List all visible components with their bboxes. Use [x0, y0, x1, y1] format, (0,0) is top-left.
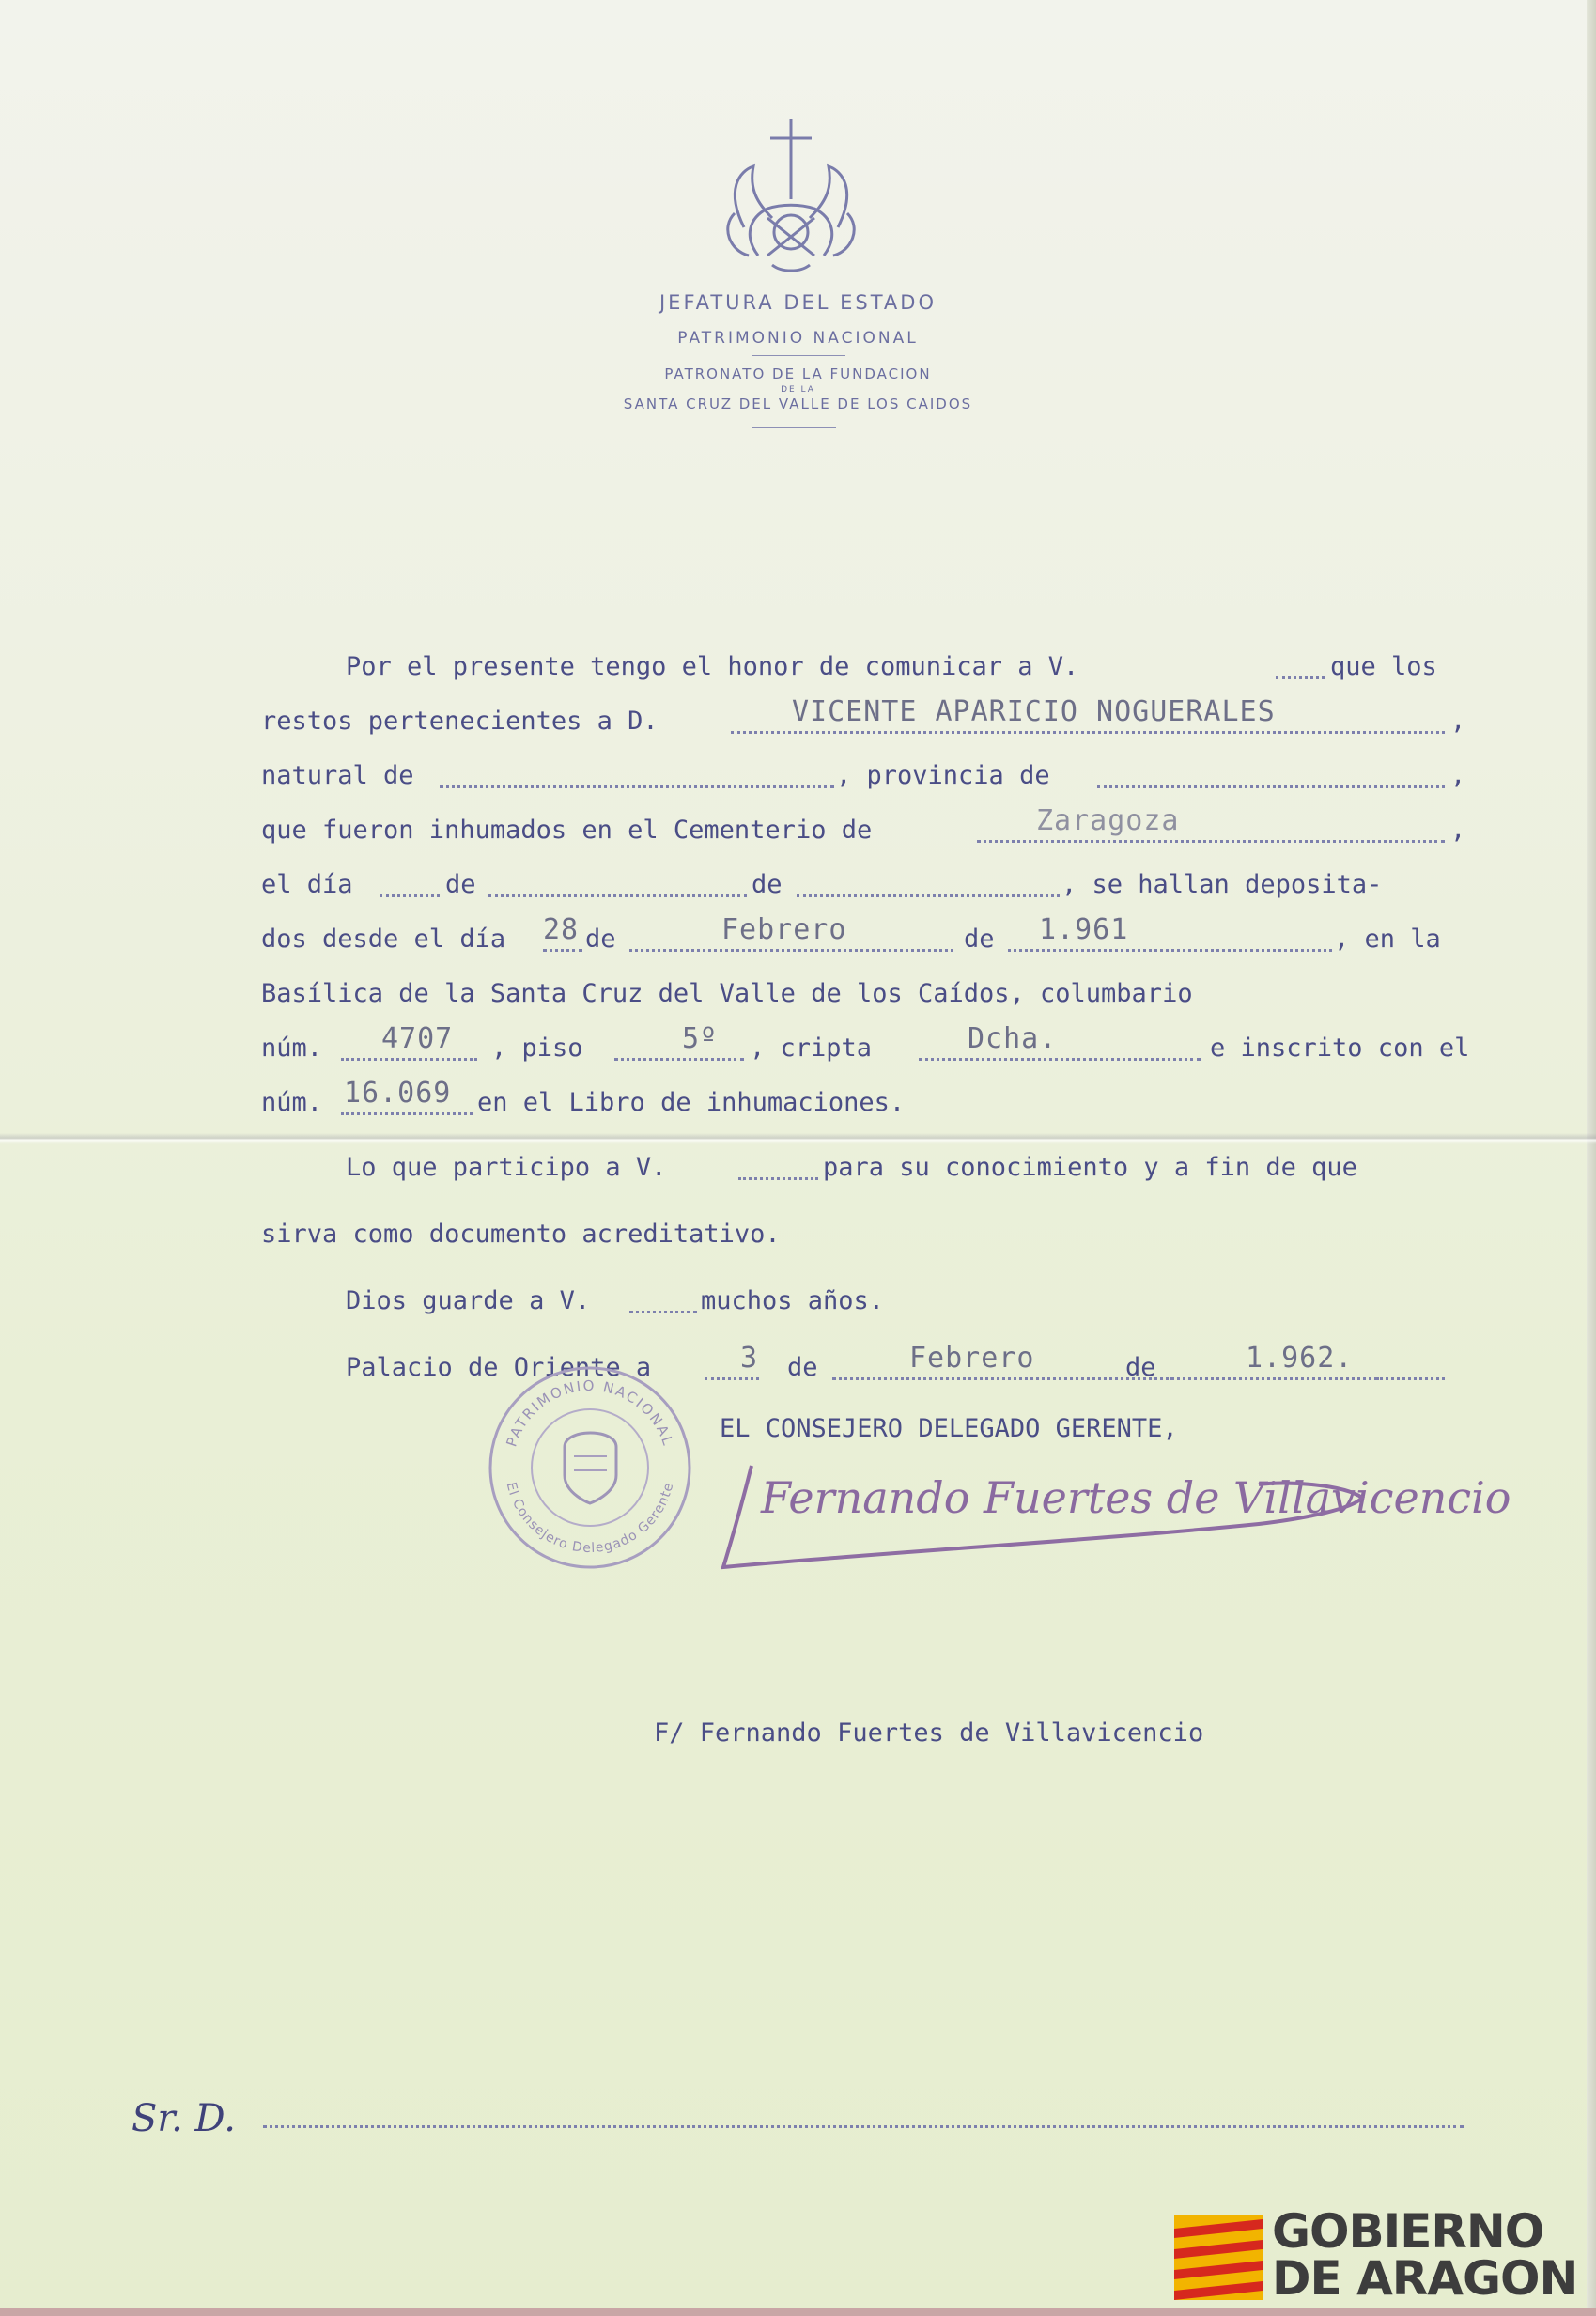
dotted-blank: [705, 1377, 759, 1380]
typed-piso: 5º: [682, 1022, 719, 1055]
body-line-4: [261, 804, 1466, 852]
addressee-label: Sr. D.: [132, 2097, 236, 2140]
typed-cripta: Dcha.: [968, 1022, 1058, 1055]
addressee-blank: [263, 2125, 1464, 2128]
text: , en la: [1334, 925, 1441, 954]
text: ,: [1450, 816, 1466, 845]
dotted-blank: [629, 1311, 697, 1313]
letterhead-line-3: PATRONATO DE LA FUNDACION: [664, 365, 932, 382]
text: e inscrito con el: [1210, 1034, 1470, 1063]
dotted-blank: [614, 1058, 744, 1061]
aragon-flag-icon: [1174, 2215, 1263, 2300]
text: que los: [1330, 652, 1437, 681]
typed-month: Febrero: [721, 913, 847, 946]
paper-bottom-edge: [0, 2308, 1596, 2316]
dotted-blank: [1097, 785, 1445, 788]
typed-year: 1.962.: [1246, 1342, 1354, 1375]
dotted-blank: [1276, 676, 1325, 679]
letterhead-rule: [752, 355, 845, 356]
letterhead-line-1: JEFATURA DEL ESTADO: [659, 291, 937, 314]
text: , provincia de: [836, 761, 1050, 790]
letterhead-line-5: SANTA CRUZ DEL VALLE DE LOS CAIDOS: [623, 396, 973, 412]
text: Dios guarde a V.: [346, 1286, 591, 1315]
dotted-blank: [341, 1058, 477, 1061]
text: sirva como documento acreditativo.: [261, 1220, 781, 1249]
signed-line: [261, 1710, 1465, 1755]
text: natural de: [261, 761, 414, 790]
dotted-blank: [440, 785, 834, 788]
cross-crest-icon: [716, 115, 866, 274]
typed-day: 3: [740, 1342, 759, 1375]
typed-month: Febrero: [909, 1342, 1035, 1375]
text: , se hallan deposita-: [1061, 870, 1383, 899]
letterhead-rule: [752, 427, 836, 428]
logo-line-1: GOBIERNO: [1272, 2204, 1544, 2259]
body-line-10: [261, 1144, 1465, 1189]
typed-columbario: 4707: [381, 1022, 454, 1055]
letterhead-line-2: PATRIMONIO NACIONAL: [677, 329, 919, 348]
text: núm.: [261, 1088, 323, 1117]
text: ,: [1450, 707, 1466, 736]
body-line-5: [261, 862, 1465, 907]
logo-text: [1272, 2204, 1578, 2306]
text: , piso: [491, 1034, 583, 1063]
dotted-blank: [629, 949, 953, 952]
typed-day: 28: [543, 913, 580, 946]
text: Palacio de Oriente a: [346, 1353, 652, 1382]
text: de: [964, 925, 995, 954]
dotted-blank: [738, 1177, 818, 1180]
letterhead-line-4: DE LA: [781, 385, 815, 395]
typed-registry-number: 16.069: [344, 1077, 452, 1110]
gobierno-de-aragon-logo: [1174, 2204, 1588, 2306]
text: para su conocimiento y a fin de que: [823, 1153, 1357, 1182]
dotted-blank: [731, 731, 1445, 734]
dotted-blank: [919, 1058, 1201, 1061]
body-line-9: [261, 1077, 1465, 1125]
body-line-12: [261, 1278, 1465, 1323]
official-stamp: [485, 1362, 695, 1573]
body-line-2: [261, 695, 1466, 743]
text: el día: [261, 870, 353, 899]
dotted-blank: [488, 894, 747, 897]
text: muchos años.: [701, 1286, 885, 1315]
handwritten-signature: [695, 1447, 1511, 1578]
signer-title: EL CONSEJERO DELEGADO GERENTE,: [720, 1414, 1178, 1443]
dotted-blank: [543, 949, 582, 952]
text: núm.: [261, 1034, 323, 1063]
text: Lo que participo a V.: [346, 1153, 667, 1182]
typed-year: 1.961: [1039, 913, 1129, 946]
stamp-text-bottom: El Consejero Delegado Gerente: [503, 1480, 677, 1557]
dotted-blank: [797, 894, 1060, 897]
text: Por el presente tengo el honor de comunicar a V.: [346, 652, 1079, 681]
dotted-blank: [380, 894, 440, 897]
text: , cripta: [750, 1034, 873, 1063]
text: de: [752, 870, 783, 899]
body-line-3: [261, 753, 1465, 798]
body-line-11: [261, 1211, 1465, 1256]
text: de: [1125, 1353, 1156, 1382]
text: en el Libro de inhumaciones.: [477, 1088, 906, 1117]
typed-cemetery: Zaragoza: [1036, 804, 1180, 837]
paper-fold: [0, 1133, 1596, 1144]
typed-name: VICENTE APARICIO NOGUERALES: [792, 695, 1276, 728]
body-line-7: [261, 971, 1465, 1016]
text: de: [787, 1353, 818, 1382]
text: de: [445, 870, 476, 899]
body-line-14: [261, 1406, 1465, 1451]
stamp-text-top: PATRIMONIO NACIONAL: [503, 1376, 677, 1449]
text: restos pertenecientes a D.: [261, 707, 659, 736]
logo-line-2: DE ARAGON: [1272, 2251, 1578, 2306]
body-line-8: [261, 1022, 1470, 1070]
text: ,: [1450, 761, 1466, 790]
text: de: [585, 925, 616, 954]
body-line-13: [261, 1342, 1465, 1390]
dotted-blank: [1008, 949, 1332, 952]
text: que fueron inhumados en el Cementerio de: [261, 816, 873, 845]
text: dos desde el día: [261, 925, 506, 954]
signature-text: Fernando Fuertes de Villavicencio: [761, 1472, 1511, 1523]
dotted-blank: [977, 840, 1445, 843]
text: Basílica de la Santa Cruz del Valle de los Caídos, columbario: [261, 979, 1193, 1008]
body-line-1: [261, 644, 1465, 689]
body-line-6: [261, 913, 1465, 961]
signed-name: F/ Fernando Fuertes de Villavicencio: [654, 1718, 1204, 1748]
dotted-blank: [1170, 1377, 1445, 1380]
dotted-blank: [341, 1112, 473, 1115]
